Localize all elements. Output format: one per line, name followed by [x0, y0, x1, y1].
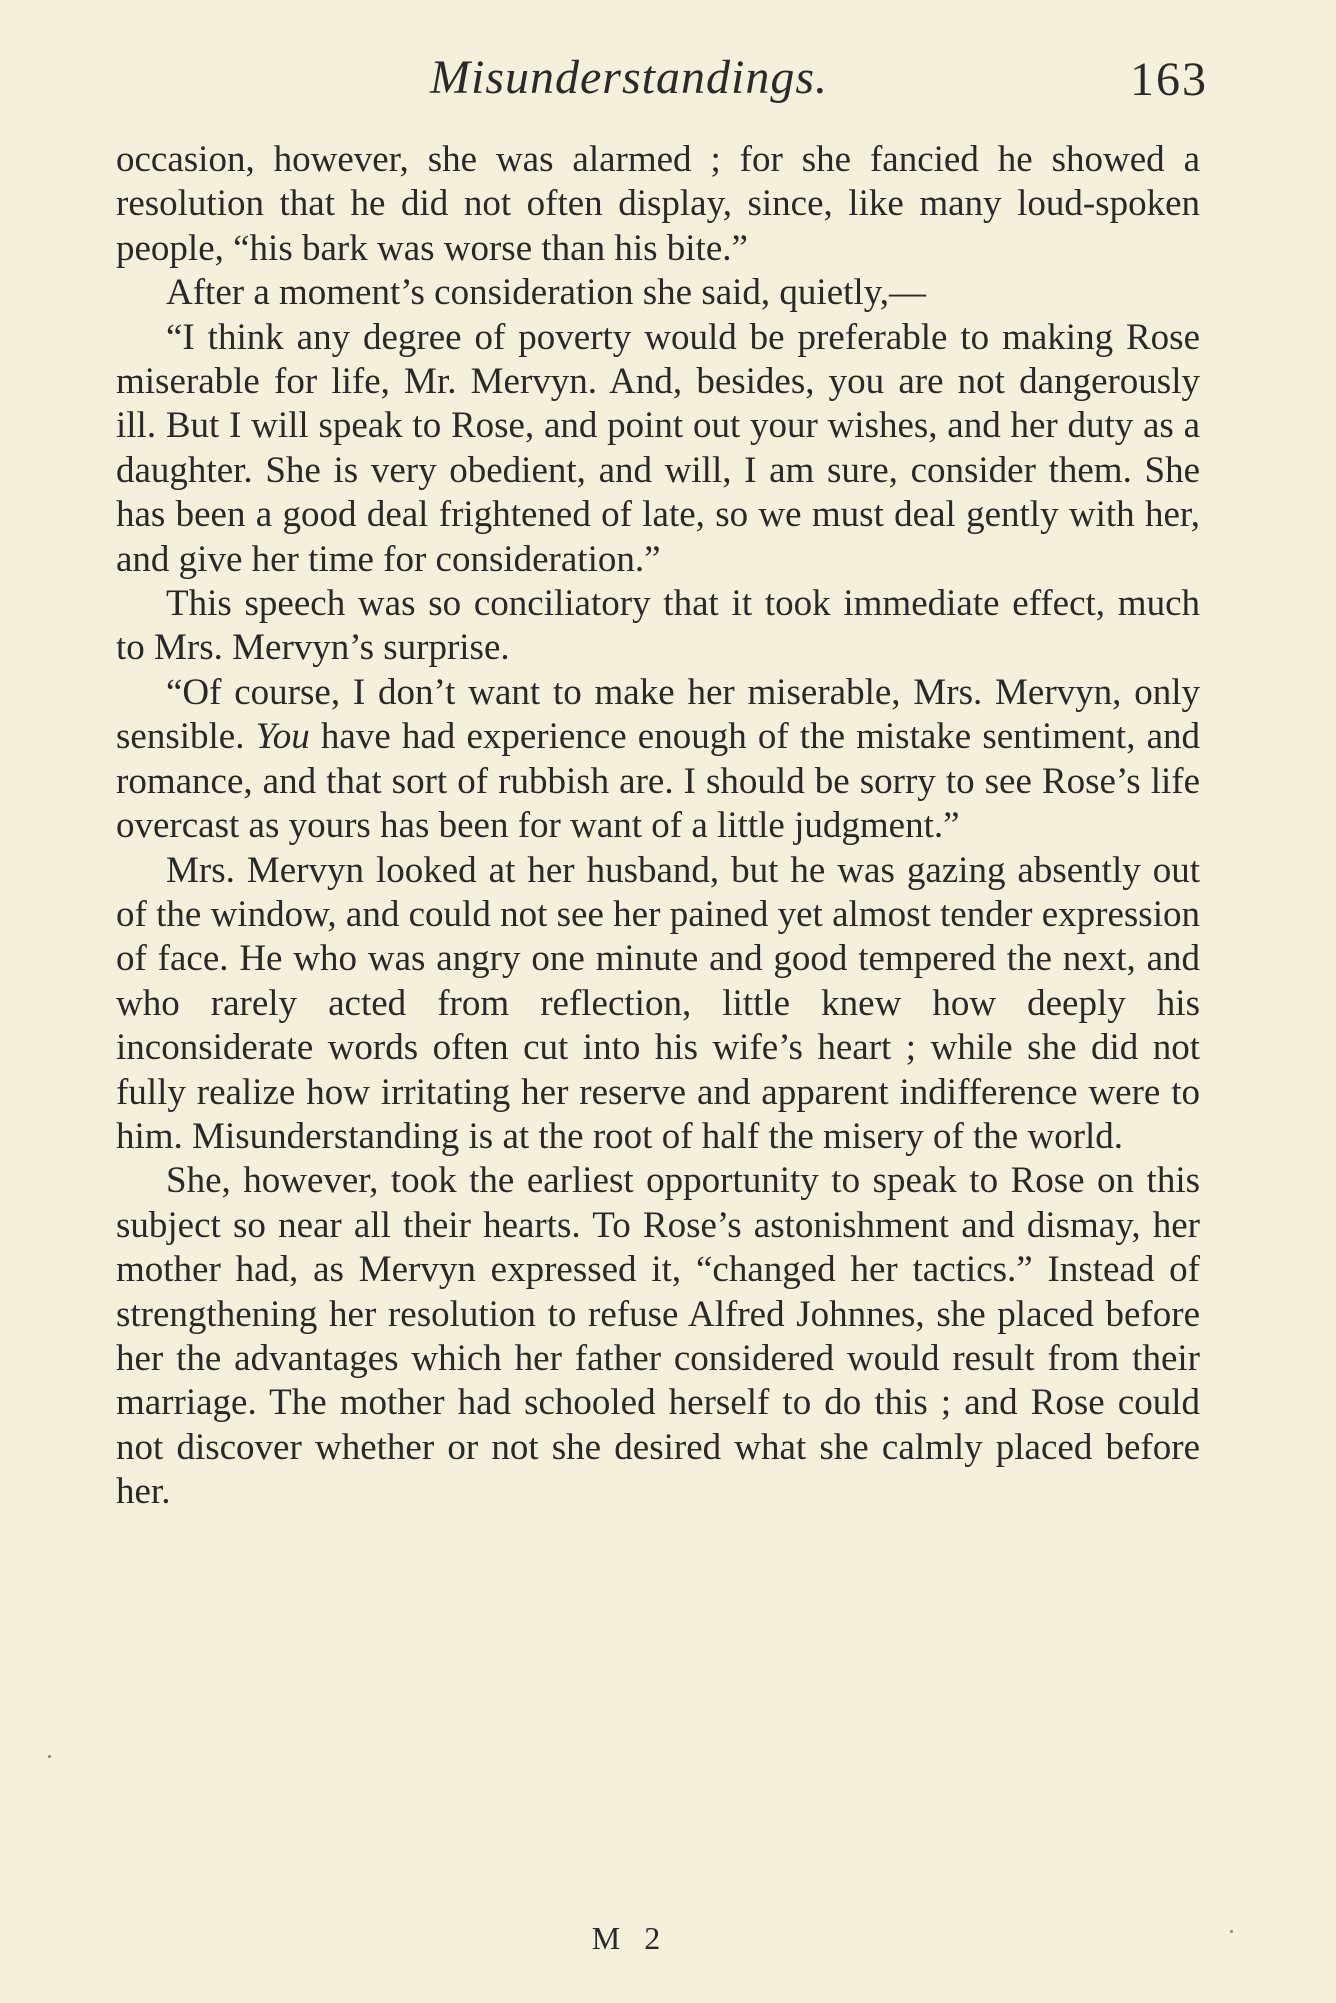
- paragraph-text: have had experience enough of the mistake sentiment, and romance, and that sort of rubbish are. I should be sorry to see Rose’s life overcast as yours has been for want of a little judgment.”: [116, 716, 1201, 847]
- paragraph: “I think any degree of poverty would be preferable to making Rose miserable for life, Mr. Mervyn. And, besides, you are not dangerously ill. But I will speak to Rose, and point out your wishes, and her duty as a daughter. She is very obedient, and will, I am sure, consider them. She has been a good deal frightened of late, so we must deal gently with her, and give her time for consideration.”: [116, 316, 1200, 580]
- signature-text: M 2: [591, 1920, 669, 1956]
- chapter-title: Misunderstandings.: [430, 51, 829, 104]
- page-number: 163: [1130, 53, 1208, 106]
- paragraph: After a moment’s consideration she said, quietly,—: [166, 272, 927, 314]
- paragraph: occasion, however, she was alarmed ; for she fancied he showed a resolution that he did not often display, since, like many loud-spoken people, “his bark was worse than his bite.”: [116, 139, 1200, 269]
- paper-speck: [1230, 1930, 1233, 1933]
- signature-mark: [0, 1920, 1336, 1957]
- emphasized-word: You: [255, 716, 310, 758]
- paragraph: She, however, took the earliest opportunity to speak to Rose on this subject so near all their hearts. To Rose’s astonishment and dismay, her mother had, as Mervyn expressed it, “changed her tactics.” Instead of strengthening her resolution to refuse Alfred Johnnes, she placed before her the advantages which her father considered would result from their marriage. The mother had schooled herself to do this ; and Rose could not discover whether or not she desired what she calmly placed before her.: [116, 1160, 1200, 1513]
- running-head: [0, 50, 1336, 110]
- paragraph-text: “Of course, I don’t want to make her miserable, Mrs. Mervyn, only sensible.: [116, 671, 1200, 758]
- paragraph: Mrs. Mervyn looked at her husband, but he was gazing absently out of the window, and could not see her pained yet almost tender expression of face. He who was angry one minute and good tempered the next, and who rarely acted from reflection, little knew how deeply his inconsiderate words often cut into his wife’s heart ; while she did not fully realize how irritating her reserve and apparent indifference were to him. Misunderstanding is at the root of half the misery of the world.: [116, 849, 1200, 1157]
- paper-speck: [48, 1755, 51, 1758]
- paragraph: This speech was so conciliatory that it took immediate effect, much to Mrs. Mervyn’s surprise.: [116, 583, 1200, 669]
- paragraph: [116, 671, 1200, 849]
- body-text: [116, 138, 1200, 1515]
